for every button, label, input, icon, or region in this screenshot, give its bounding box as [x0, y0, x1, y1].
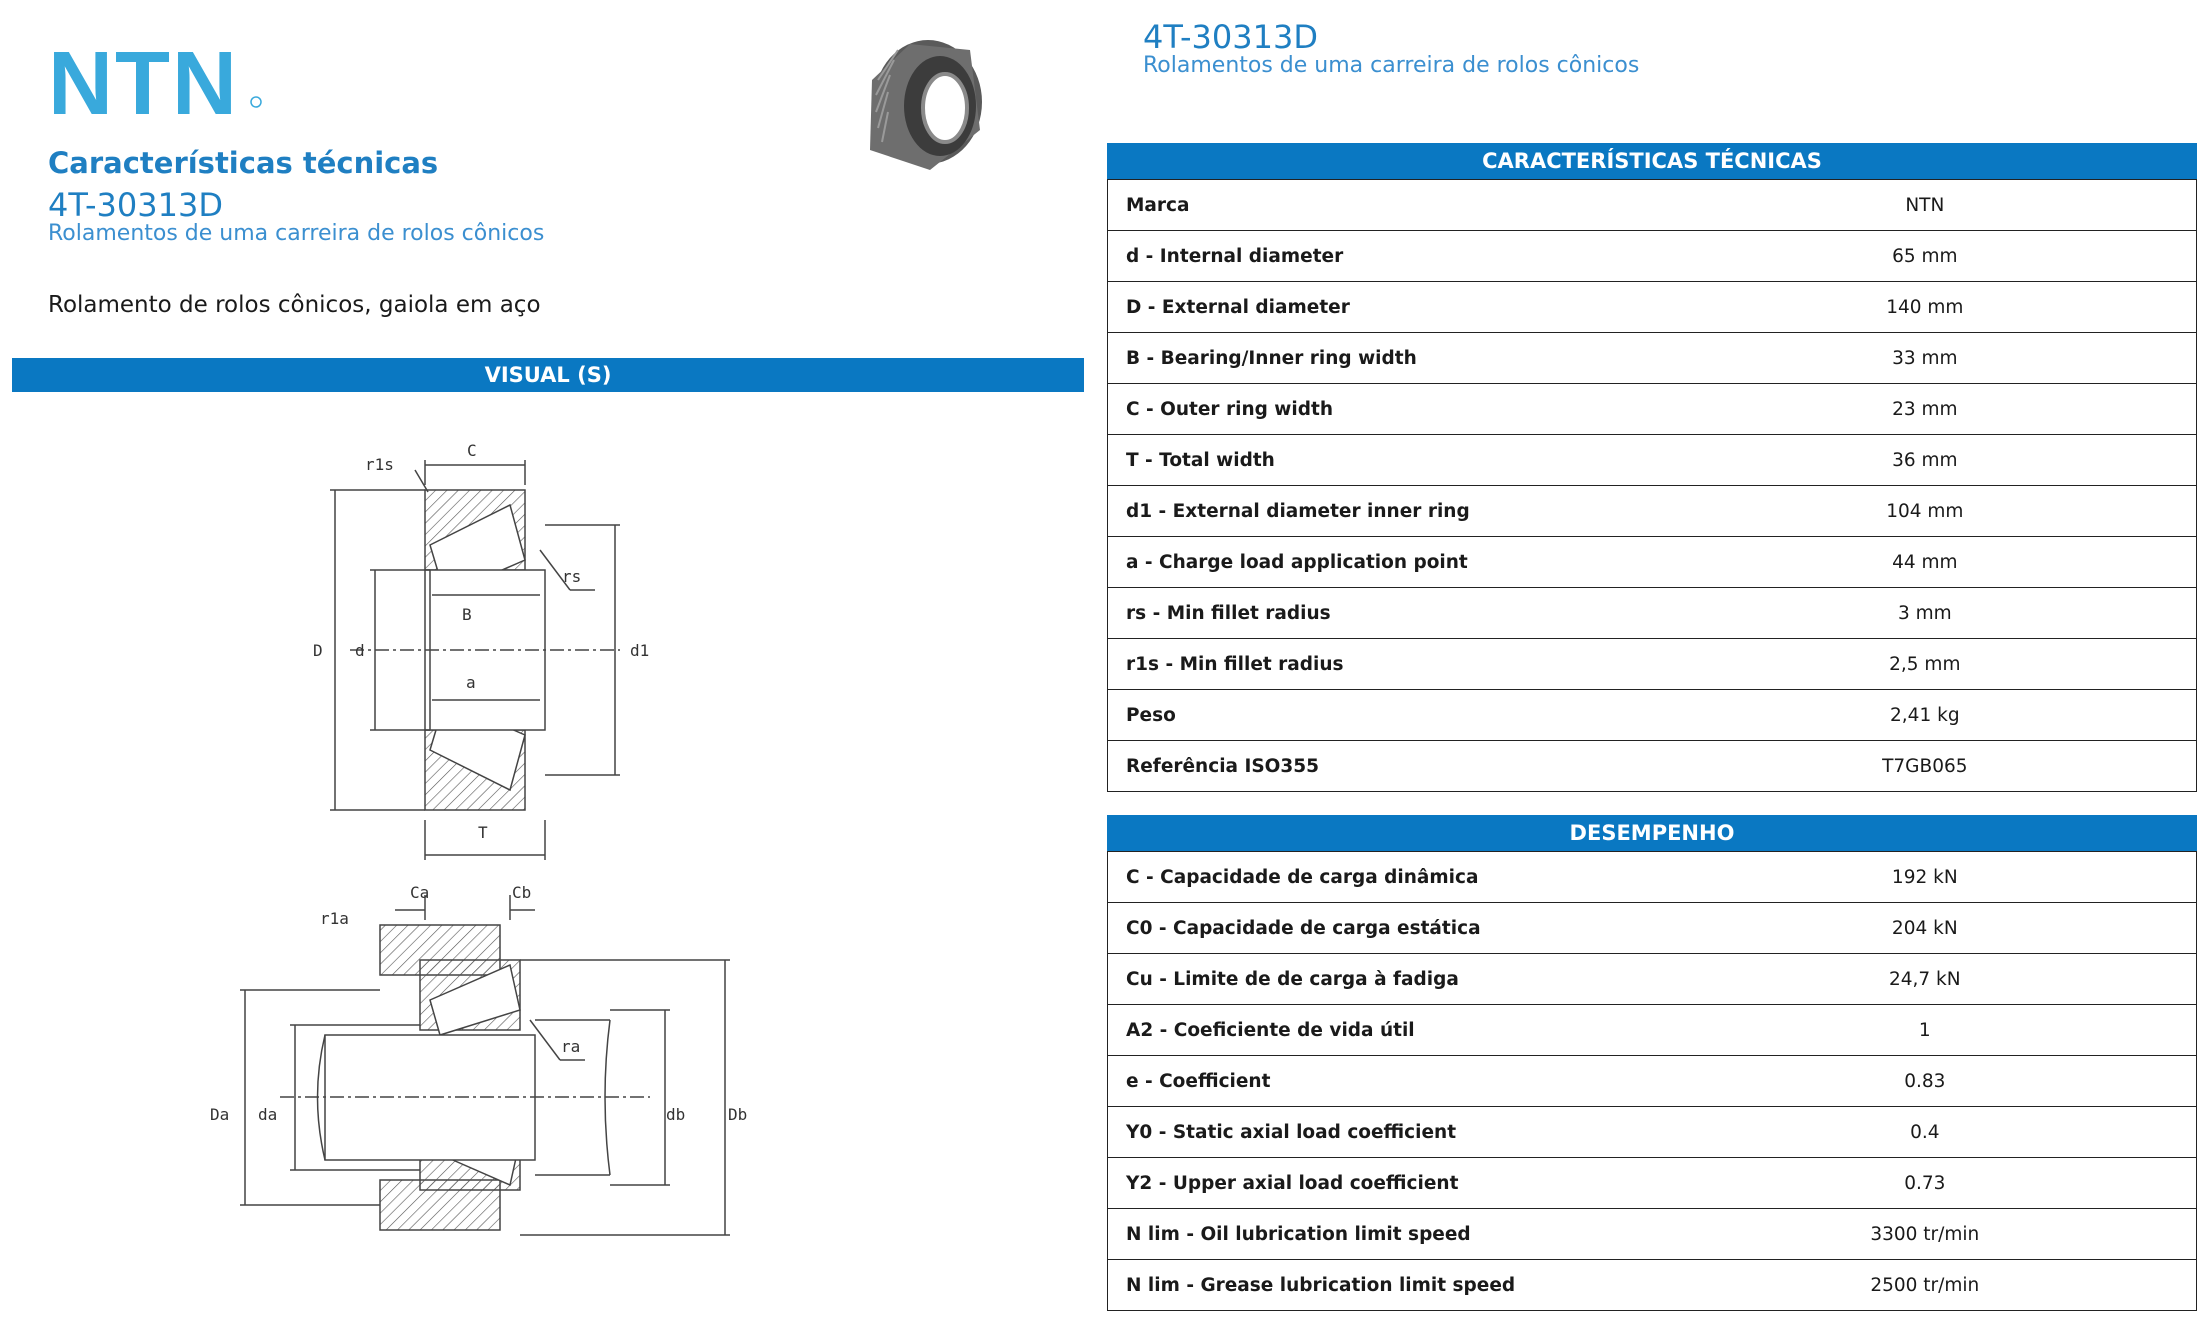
registered-mark-icon — [251, 97, 261, 107]
dim-label-r1s: r1s — [365, 455, 394, 474]
perf-label: C - Capacidade de carga dinâmica — [1108, 852, 1776, 903]
perf-label: Y0 - Static axial load coefficient — [1108, 1107, 1776, 1158]
perf-label: N lim - Oil lubrication limit speed — [1108, 1209, 1776, 1260]
dim-label-d: d — [355, 641, 365, 660]
spec-label: D - External diameter — [1108, 282, 1776, 333]
spec-label: d1 - External diameter inner ring — [1108, 486, 1776, 537]
ntn-logo — [48, 40, 278, 124]
table-row — [1108, 486, 2197, 537]
spec-label: r1s - Min fillet radius — [1108, 639, 1776, 690]
spec-value: NTN — [1776, 180, 2197, 231]
table-row — [1108, 384, 2197, 435]
technical-drawing — [200, 420, 800, 1320]
right-product-code: 4T-30313D — [1143, 18, 1318, 56]
spec-value: 44 mm — [1776, 537, 2197, 588]
table-row — [1108, 231, 2197, 282]
table-row — [1108, 1005, 2197, 1056]
spec-label: d - Internal diameter — [1108, 231, 1776, 282]
dim-label-Ca: Ca — [410, 883, 430, 902]
perf-value: 2500 tr/min — [1776, 1260, 2197, 1311]
specs-header: CARACTERÍSTICAS TÉCNICAS — [1107, 143, 2197, 179]
perf-value: 192 kN — [1776, 852, 2197, 903]
table-row — [1108, 1107, 2197, 1158]
dim-label-Da: Da — [210, 1105, 230, 1124]
mounting-drawing — [240, 895, 730, 1235]
spec-label: Marca — [1108, 180, 1776, 231]
table-row — [1108, 954, 2197, 1005]
perf-label: C0 - Capacidade de carga estática — [1108, 903, 1776, 954]
page-title: Características técnicas — [48, 146, 439, 180]
spec-value: 3 mm — [1776, 588, 2197, 639]
table-row — [1108, 333, 2197, 384]
table-row — [1108, 180, 2197, 231]
dim-label-a: a — [466, 673, 476, 692]
spec-value: 36 mm — [1776, 435, 2197, 486]
performance-header: DESEMPENHO — [1107, 815, 2197, 851]
table-row — [1108, 852, 2197, 903]
spec-label: a - Charge load application point — [1108, 537, 1776, 588]
table-row — [1108, 690, 2197, 741]
perf-value: 204 kN — [1776, 903, 2197, 954]
perf-value: 3300 tr/min — [1776, 1209, 2197, 1260]
dim-label-ra: ra — [561, 1037, 581, 1056]
perf-value: 0.83 — [1776, 1056, 2197, 1107]
ntn-logo-graphic — [48, 40, 278, 124]
spec-label: B - Bearing/Inner ring width — [1108, 333, 1776, 384]
table-row — [1108, 1158, 2197, 1209]
bearing-photo — [850, 20, 990, 180]
spec-value: 140 mm — [1776, 282, 2197, 333]
perf-value: 1 — [1776, 1005, 2197, 1056]
bearing-section-drawing — [330, 460, 620, 860]
perf-label: e - Coefficient — [1108, 1056, 1776, 1107]
spec-value: 23 mm — [1776, 384, 2197, 435]
ntn-logo-text: NTN — [48, 40, 239, 124]
table-row — [1108, 282, 2197, 333]
spec-label: Referência ISO355 — [1108, 741, 1776, 792]
dim-label-T: T — [478, 823, 488, 842]
visual-section-header: VISUAL (S) — [12, 358, 1084, 392]
spec-value: T7GB065 — [1776, 741, 2197, 792]
spec-value: 2,41 kg — [1776, 690, 2197, 741]
table-row — [1108, 903, 2197, 954]
table-row — [1108, 537, 2197, 588]
table-row — [1108, 1056, 2197, 1107]
table-row — [1108, 435, 2197, 486]
dim-label-D: D — [313, 641, 323, 660]
perf-value: 0.73 — [1776, 1158, 2197, 1209]
product-category: Rolamentos de uma carreira de rolos cônicos — [48, 221, 545, 246]
spec-value: 104 mm — [1776, 486, 2197, 537]
dim-label-da: da — [258, 1105, 278, 1124]
table-row — [1108, 1260, 2197, 1311]
dim-label-Cb: Cb — [512, 883, 532, 902]
spec-value: 65 mm — [1776, 231, 2197, 282]
specs-section — [1107, 143, 2197, 792]
spec-label: rs - Min fillet radius — [1108, 588, 1776, 639]
perf-label: A2 - Coeficiente de vida útil — [1108, 1005, 1776, 1056]
specs-table — [1107, 179, 2197, 792]
performance-section — [1107, 815, 2197, 1311]
dim-label-B: B — [462, 605, 472, 624]
perf-value: 24,7 kN — [1776, 954, 2197, 1005]
spec-value: 33 mm — [1776, 333, 2197, 384]
spec-label: Peso — [1108, 690, 1776, 741]
product-code: 4T-30313D — [48, 186, 223, 224]
spec-label: T - Total width — [1108, 435, 1776, 486]
table-row — [1108, 1209, 2197, 1260]
perf-label: Cu - Limite de de carga à fadiga — [1108, 954, 1776, 1005]
right-product-category: Rolamentos de uma carreira de rolos cônicos — [1143, 53, 1640, 78]
dim-label-d1: d1 — [630, 641, 650, 660]
table-row — [1108, 588, 2197, 639]
table-row — [1108, 741, 2197, 792]
dim-label-C: C — [467, 441, 477, 460]
perf-value: 0.4 — [1776, 1107, 2197, 1158]
dim-label-db: db — [666, 1105, 686, 1124]
table-row — [1108, 639, 2197, 690]
performance-table — [1107, 851, 2197, 1311]
product-description: Rolamento de rolos cônicos, gaiola em aço — [48, 292, 541, 318]
perf-label: N lim - Grease lubrication limit speed — [1108, 1260, 1776, 1311]
dim-label-Db: Db — [728, 1105, 748, 1124]
perf-label: Y2 - Upper axial load coefficient — [1108, 1158, 1776, 1209]
dim-label-rs: rs — [562, 567, 582, 586]
dim-label-r1a: r1a — [320, 909, 349, 928]
spec-label: C - Outer ring width — [1108, 384, 1776, 435]
spec-value: 2,5 mm — [1776, 639, 2197, 690]
